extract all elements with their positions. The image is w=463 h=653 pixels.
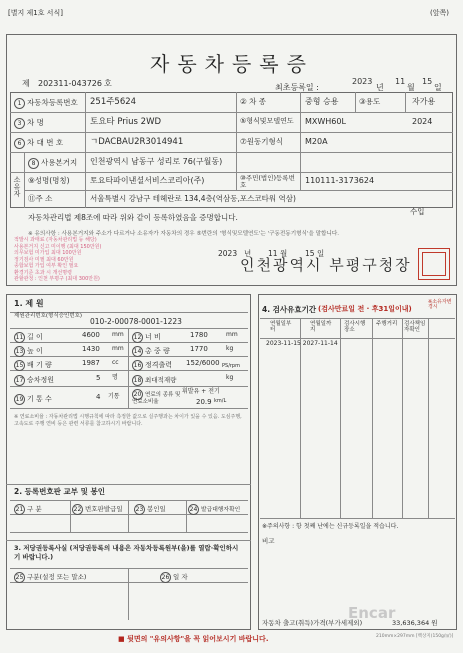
row-label-reg-no: 1 자동차등록번호 [14, 98, 78, 109]
issue-year-label: 년 [244, 249, 252, 258]
cylinders-unit: 기통 [108, 393, 120, 400]
notice-text: ※ 유의사항 : 사용본거지와 주소가 다르거나 소유자가 자동차의 경우 ⑤번란의 '형식및모델연도'는 '구동전동기형식'을 말합니다. [28, 231, 340, 237]
displacement-label: 15 배 기 량 [15, 361, 52, 369]
law-text: 자동차관리법 제8조에 따라 위와 같이 등록하였음을 증명합니다. [28, 213, 238, 222]
length-value: 4600 [82, 331, 100, 339]
plate-col-seal-date: 23 봉인일 [135, 505, 166, 513]
owner-side-label: 소유자 [13, 176, 21, 197]
issuing-authority: 인천광역시 부평구청장 [240, 256, 412, 274]
power-unit: PS/rpm [222, 363, 240, 369]
first-reg-year: 2023 [352, 77, 373, 86]
fuel-label: 20 연료의 종류 및 연료소비율 [132, 391, 181, 405]
paper-size: 210mm×297mm [백상지(150g/㎡)] [376, 634, 454, 639]
row-label-vin: 6 차 대 번 호 [14, 138, 63, 149]
insp-col-inspector: 검사책임자확인 [404, 321, 426, 333]
owner-address-label: ⑪주 소 [28, 194, 53, 203]
width-label: 12 너 비 [133, 333, 161, 341]
inspection-caution: ※주의사항 : 항 첫째 난에는 신규등록일을 적습니다. [262, 523, 399, 530]
fuel-type-value: 휘발유 + 전기 [182, 388, 220, 395]
inspection-sub: (검사만료일 전 · 후31일이내) [318, 305, 412, 313]
form-side: (앞쪽) [430, 9, 449, 17]
gross-weight-label: 14 총 중 량 [133, 347, 170, 355]
height-value: 1430 [82, 345, 100, 353]
watermark: Encar [348, 604, 396, 622]
height-unit: mm [112, 345, 124, 352]
max-load-label: 18 최대적재량 [133, 376, 177, 384]
footer-notice: ■ 뒷면의 "유의사항"을 꼭 읽어보시기 바랍니다. [118, 635, 269, 643]
issue-month: 11 [268, 249, 278, 258]
gross-weight-unit: kg [226, 345, 234, 352]
car-name-value: 토요타 Prius 2WD [90, 117, 162, 127]
model-year: 2024 [412, 117, 433, 126]
inspection-period: 2023-11-15 2027-11-14 [266, 340, 338, 347]
model-value: MXWH60L [305, 117, 346, 126]
row-label-car-name: 3 차 명 [14, 118, 44, 129]
owner-change-note: ※소유자변경시 [428, 299, 452, 310]
plate-col-agent: 24 발급대행자확인 [189, 506, 241, 513]
first-reg-month-label: 월 [407, 83, 415, 92]
cylinders-value: 4 [96, 393, 101, 401]
base-location-value: 인천광역시 남동구 성리로 76(구월동) [90, 157, 223, 166]
page-title: 자동차등록증 [150, 52, 314, 76]
insp-col-mileage: 주행거리 [376, 321, 398, 327]
max-load-unit: kg [226, 374, 234, 381]
lien-section-title: 3. 저당권등록사실 (저당권등록의 내용은 자동차등록원부(을)를 열람·확인하시기 바랍니다.) [14, 544, 239, 561]
owner-id-value: 110111-3173624 [305, 176, 375, 185]
cylinders-label: 19 기 통 수 [15, 395, 52, 403]
engine-value: M20A [305, 137, 328, 146]
plate-col-category: 21 구 분 [15, 505, 42, 513]
model-label: ⑤형식및모델연도 [240, 117, 294, 125]
fuel-efficiency-value: 20.9 [196, 398, 212, 406]
owner-name-label: ⑨성명(명칭) [28, 176, 70, 185]
memo-label: 비고 [262, 537, 275, 545]
spec-mgmt-label: 제원관리번호(형식승인번호) [14, 313, 83, 319]
issue-month-label: 월 [280, 249, 288, 258]
issue-year: 2023 [218, 249, 238, 258]
price-value: 33,636,364 원 [392, 619, 438, 627]
inspection-section-title: 4. 검사유효기간 [262, 305, 317, 314]
fuel-efficiency-unit: km/L [214, 398, 227, 404]
length-label: 11 길 이 [15, 333, 43, 341]
gross-weight-value: 1770 [190, 345, 208, 353]
official-seal [418, 248, 450, 280]
owner-id-label: ⑩주민(법인)등록번호 [240, 174, 295, 189]
spec-section-title: 1. 제 원 [14, 299, 44, 308]
capacity-label: 17 승차정원 [15, 376, 55, 384]
reg-no-value: 251주5624 [90, 97, 137, 107]
power-label: 16 정격출력 [133, 361, 173, 369]
engine-label: ⑦원동기형식 [240, 137, 283, 146]
owner-address-value: 서울특별시 강남구 테헤란로 134,4층(역삼동,포스코타워 역삼) [90, 194, 296, 203]
doc-no-suffix: 호 [104, 79, 112, 88]
usage-label: ③용도 [359, 97, 381, 106]
first-reg-day: 15 [422, 77, 433, 86]
first-reg-month: 11 [395, 77, 406, 86]
first-reg-label: 최초등록일 : [275, 83, 319, 92]
lien-col-date: 26 일 자 [161, 573, 188, 581]
vin-value: ㄱDACBAU2R3014941 [90, 137, 184, 147]
first-reg-day-label: 일 [434, 83, 442, 92]
insp-col-place: 검사시행장소 [344, 321, 366, 333]
row-label-base-location: 8 사용본거지 [28, 158, 77, 169]
doc-no: 202311-043726 [38, 79, 102, 88]
import-mark: 수입 [410, 207, 425, 216]
car-type-label: ② 차 종 [240, 97, 266, 106]
penalty-warning: 적발시 과태료 (자동차관리법 등 해당) 사용본거지 신고 미이행 (최대 150만원) 의무보험 미가입 최대 100만원 정기검사 미필 최대 60만원 종합보험 가입 여부 확인 필요 환경기준 초과 시 개선명령 관할관청 : 인천 부평구 (최대 300만원) [14, 237, 102, 282]
capacity-value: 5 [96, 374, 101, 382]
lien-col-type: 25 구분(설정 또는 말소) [15, 573, 87, 581]
displacement-value: 1987 [82, 359, 100, 367]
owner-name-value: 토요타파이낸셜서비스코리아(주) [90, 176, 205, 185]
height-label: 13 높 이 [15, 347, 43, 355]
plate-col-issue-date: 22 번호판발급일 [73, 505, 123, 513]
power-value: 152/6000 [186, 359, 220, 367]
length-unit: mm [112, 331, 124, 338]
issue-day-label: 일 [317, 249, 325, 258]
width-value: 1780 [190, 331, 208, 339]
displacement-unit: cc [112, 359, 119, 366]
plate-section-title: 2. 등록번호판 교부 및 봉인 [14, 487, 105, 496]
car-type-value: 중형 승용 [305, 97, 339, 106]
capacity-unit: 명 [112, 374, 118, 381]
doc-no-label: 제 [22, 79, 30, 88]
spec-mgmt-value: 010-2-00078-0001-1223 [90, 317, 182, 326]
fuel-note: ※ 연료소비율 : 자동차관리법 시행규칙에 따라 측정한 값으로 실주행과는 차이가 있을 수 있음. 도심주행, 고속도로 주행 연비 등은 관련 서류를 참고하시기 바랍니다. [14, 414, 242, 427]
price-label: 자동차 출고(취득)가격(부가세제외) [262, 619, 363, 627]
insp-col-from: 연월일부터 [270, 321, 292, 333]
usage-value: 자가용 [412, 97, 436, 106]
width-unit: mm [226, 331, 238, 338]
form-tag: [별지 제1호 서식] [8, 9, 63, 17]
insp-col-to: 연월일까지 [310, 321, 332, 333]
first-reg-year-label: 년 [376, 83, 384, 92]
issue-day: 15 [305, 249, 315, 258]
